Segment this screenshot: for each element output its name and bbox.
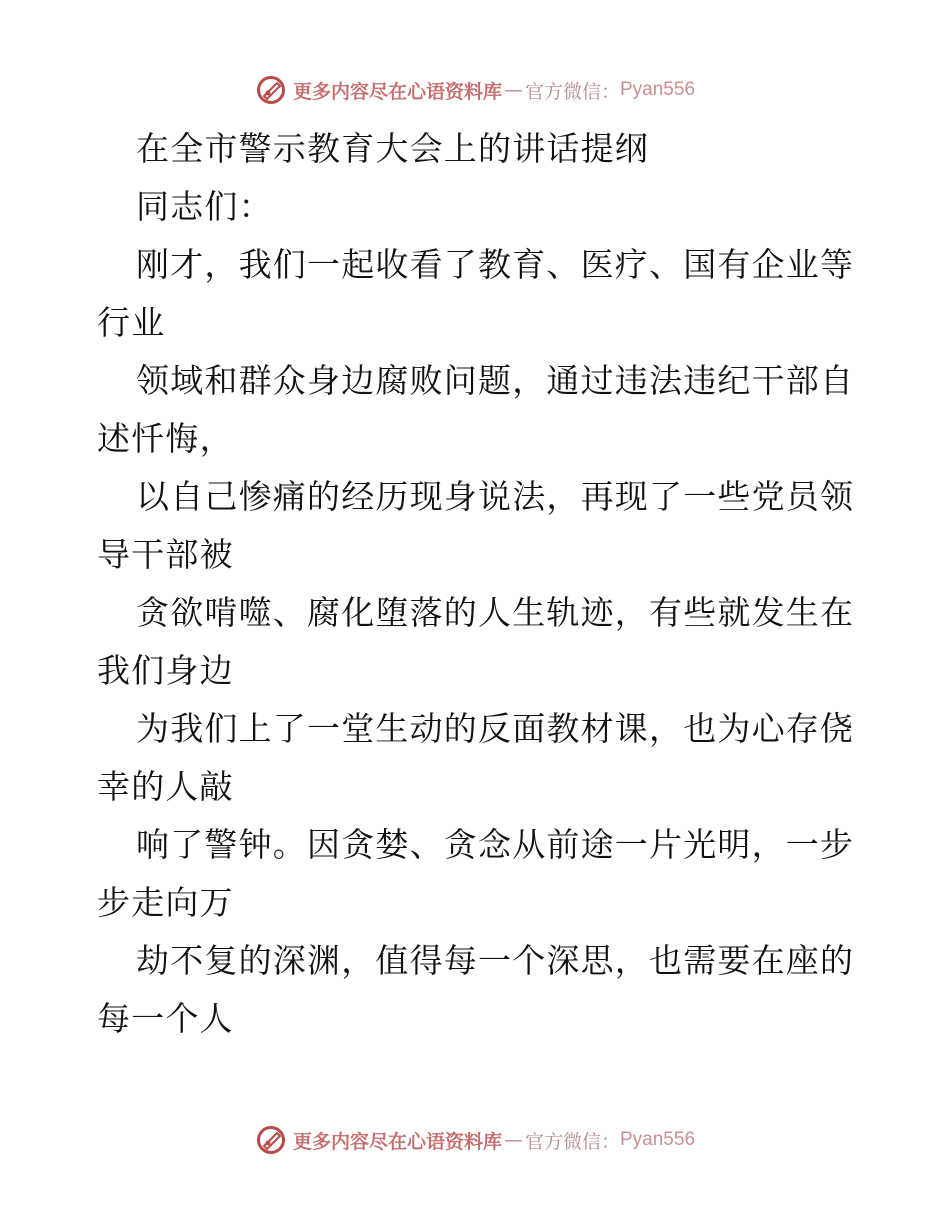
- document-line: 步走向万: [97, 883, 234, 922]
- document-line: 述忏悔，: [97, 419, 234, 458]
- document-line: 每一个人: [97, 999, 234, 1038]
- document-line: 为我们上了一堂生动的反面教材课，也为心存侥: [136, 709, 855, 748]
- footer-banner: [0, 1118, 950, 1162]
- header-banner: [0, 68, 950, 112]
- banner-site-text: 更多内容尽在心语资料库: [292, 80, 502, 103]
- document-line: 我们身边: [97, 651, 234, 690]
- brand-logo-icon: [255, 1124, 287, 1156]
- document-line: 领域和群众身边腐败问题，通过违法违纪干部自: [136, 361, 855, 400]
- document-line: 劫不复的深渊，值得每一个深思，也需要在座的: [136, 941, 855, 980]
- brand-logo-icon: [255, 74, 287, 106]
- document-line: 幸的人敲: [97, 767, 234, 806]
- banner-wechat-id: Pyan556: [620, 79, 696, 100]
- document-body: [97, 120, 857, 1048]
- document-line: 贪欲啃噬、腐化堕落的人生轨迹，有些就发生在: [136, 593, 855, 632]
- banner-wechat-label: 官方微信：: [524, 1130, 620, 1153]
- document-title: 在全市警示教育大会上的讲话提纲: [136, 129, 649, 168]
- document-lines: [97, 178, 857, 1048]
- document-line: 导干部被: [97, 535, 234, 574]
- document-line: 行业: [97, 303, 166, 342]
- banner-separator: —: [503, 79, 523, 101]
- document-line: 以自己惨痛的经历现身说法，再现了一些党员领: [136, 477, 855, 516]
- document-line: 刚才，我们一起收看了教育、医疗、国有企业等: [136, 245, 855, 284]
- banner-separator: —: [503, 1129, 523, 1151]
- banner-site-text: 更多内容尽在心语资料库: [292, 1130, 502, 1153]
- document-line: 响了警钟。因贪婪、贪念从前途一片光明，一步: [136, 825, 855, 864]
- banner-wechat-id: Pyan556: [620, 1129, 696, 1150]
- banner-wechat-label: 官方微信：: [524, 80, 620, 103]
- document-line: 同志们：: [136, 187, 273, 226]
